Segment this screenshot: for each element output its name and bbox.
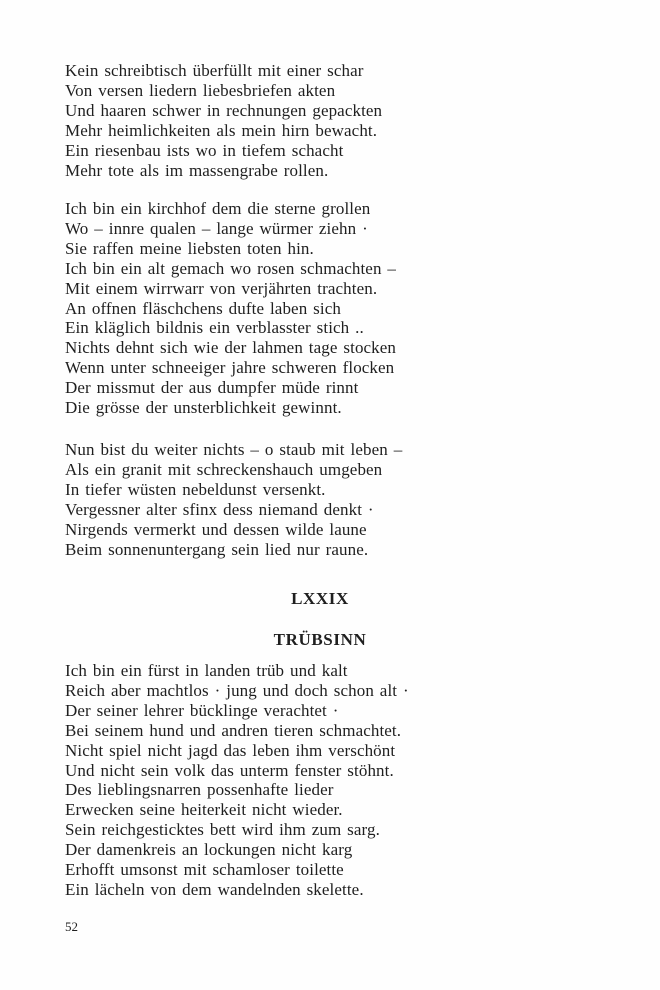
poem-line: Sein reichgesticktes bett wird ihm zum sarg. (65, 820, 380, 840)
poem-line: An offnen fläschchens dufte laben sich (65, 298, 341, 318)
poem-line: Und nicht sein volk das unterm fenster stöhnt. (65, 760, 394, 780)
stanza (65, 199, 630, 418)
poem-line: Wo – innre qualen – lange würmer ziehn · (65, 218, 368, 238)
poem-line: Des lieblingsnarren possenhafte lieder (65, 780, 334, 800)
poem-line: Vergessner alter sfinx dess niemand denkt · (65, 499, 374, 519)
poem-line: Und haaren schwer in rechnungen gepackten (65, 100, 383, 120)
poem-line: Von versen liedern liebesbriefen akten (65, 80, 336, 100)
poem-line: Sie raffen meine liebsten toten hin. (65, 238, 314, 258)
poem-line: Beim sonnenuntergang sein lied nur raune. (65, 539, 369, 559)
poem-line: Nirgends vermerkt und dessen wilde laune (65, 519, 367, 539)
poem-line: Reich aber machtlos · jung und doch schon alt · (65, 680, 409, 700)
stanza (65, 61, 630, 180)
stanza (65, 661, 630, 900)
poem-line: Der seiner lehrer bücklinge verachtet · (65, 700, 339, 720)
poem-line: Der missmut der aus dumpfer müde rinnt (65, 378, 359, 398)
poem-line: Ich bin ein alt gemach wo rosen schmachten – (65, 258, 397, 278)
poem-line: Ich bin ein kirchhof dem die sterne grollen (65, 199, 371, 218)
poem-line: Die grösse der unsterblichkeit gewinnt. (65, 398, 342, 418)
poem-line: Ein kläglich bildnis ein verblasster stich .. (65, 318, 364, 338)
poem-line: Als ein granit mit schreckenshauch umgeben (65, 459, 383, 479)
poem-line: Der damenkreis an lockungen nicht karg (65, 840, 353, 860)
section-number-heading: LXXIX (291, 589, 349, 608)
poem-line: Ein lächeln von dem wandelnden skelette. (65, 879, 364, 899)
poem-line: Mehr tote als im massengrabe rollen. (65, 160, 329, 180)
poem-line: Nichts dehnt sich wie der lahmen tage stocken (65, 338, 397, 358)
poem-line: Ich bin ein fürst in landen trüb und kalt (65, 661, 348, 680)
poem-line: Erwecken seine heiterkeit nicht wieder. (65, 800, 343, 820)
poem-line: Nun bist du weiter nichts – o staub mit leben – (65, 440, 403, 459)
poem-line: Nicht spiel nicht jagd das leben ihm verschönt (65, 740, 396, 760)
poem-line: Wenn unter schneeiger jahre schweren flocken (65, 358, 395, 378)
poem-line: Ein riesenbau ists wo in tiefem schacht (65, 140, 344, 160)
poem-title-heading: TRÜBSINN (273, 630, 367, 649)
poem-line: Mehr heimlichkeiten als mein hirn bewacht. (65, 120, 378, 140)
poem-line: Bei seinem hund und andren tieren schmachtet. (65, 720, 402, 740)
poem-line: In tiefer wüsten nebeldunst versenkt. (65, 479, 326, 499)
poem-line: Kein schreibtisch überfüllt mit einer schar (65, 61, 364, 80)
page-number: 52 (65, 919, 78, 934)
poem-line: Mit einem wirrwarr von verjährten trachten. (65, 278, 378, 298)
poem-line: Erhofft umsonst mit schamloser toilette (65, 860, 344, 880)
stanza (65, 440, 630, 559)
